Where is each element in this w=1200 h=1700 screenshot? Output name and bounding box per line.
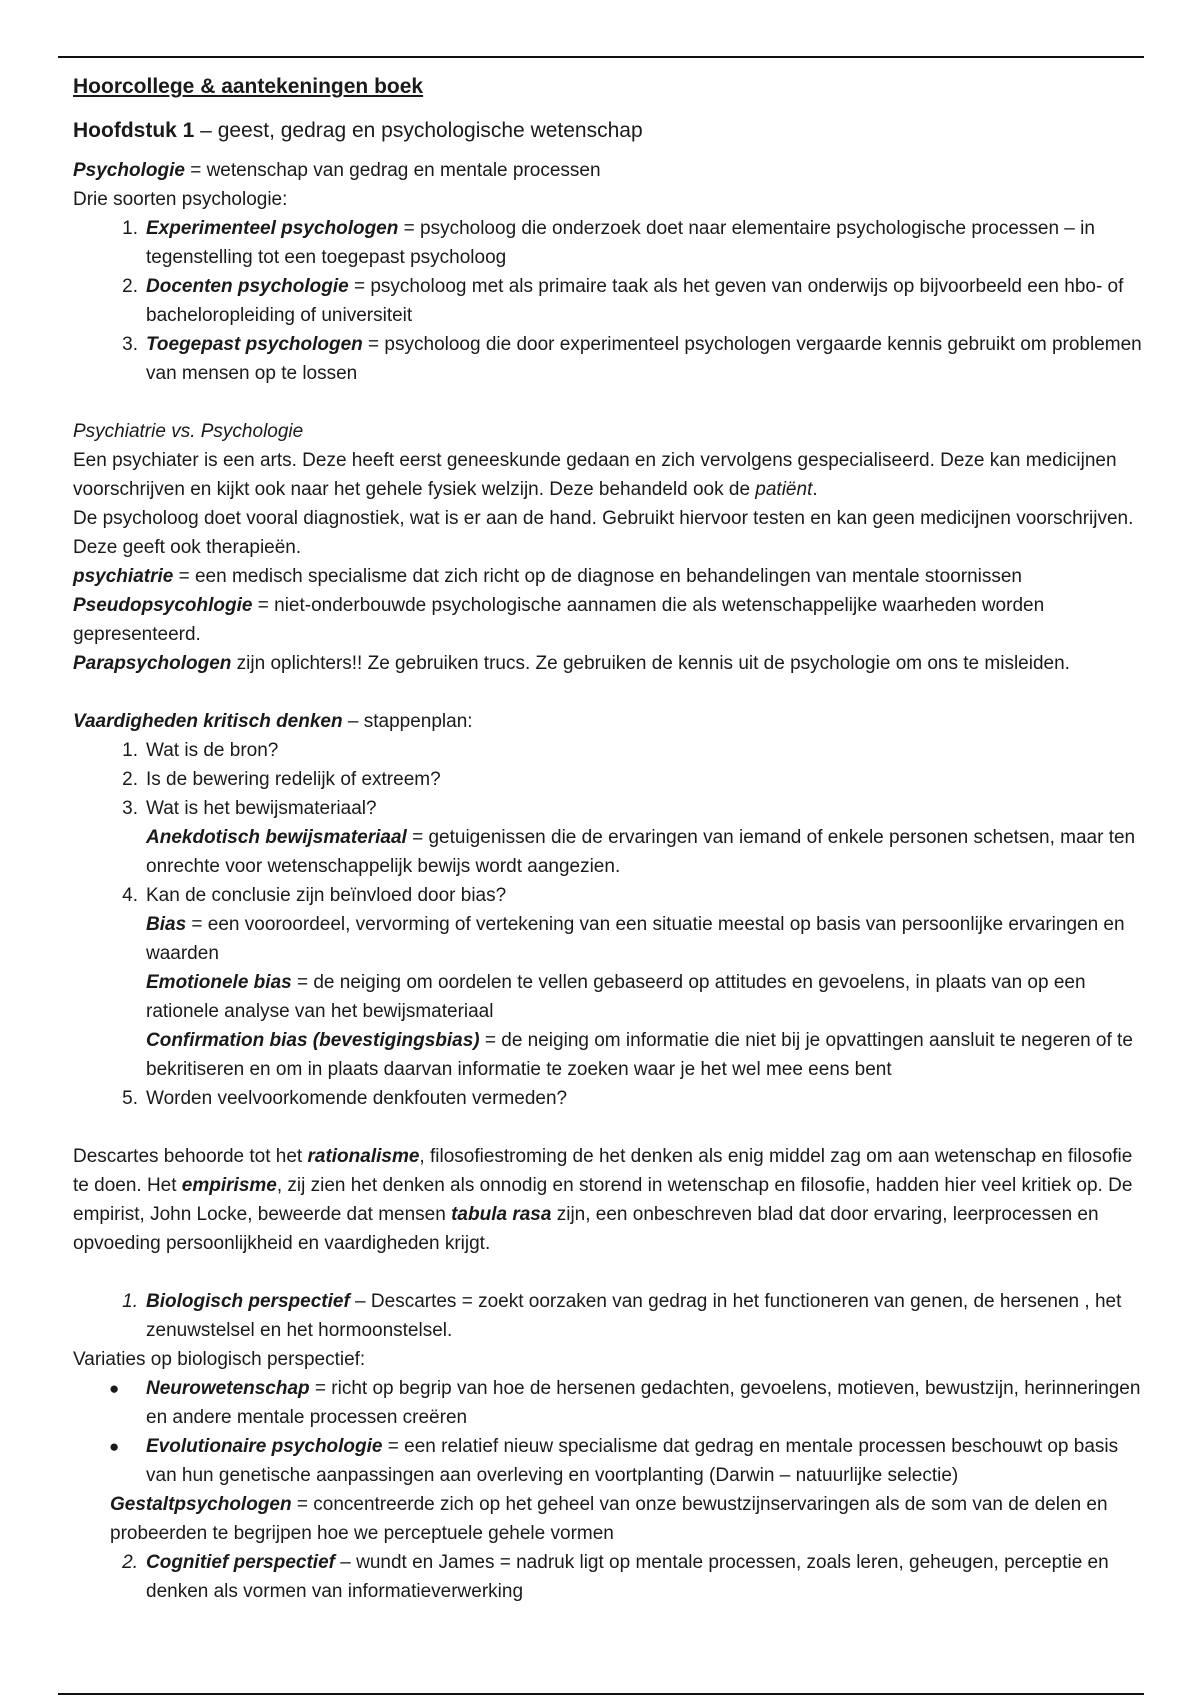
definition-parapsychologen [73,649,1143,678]
term: Cognitief perspectief [146,1552,335,1573]
definition: – Descartes = zoekt oorzaken van gedrag in het functioneren van genen, de hersenen , het zenuwstelsel en het hormoonstelsel. [146,1291,1122,1341]
definition: = een medisch specialisme dat zich richt op de diagnose en behandelingen van mentale stoornissen [173,566,1023,587]
text: . [812,479,818,500]
text: , zij zien het denken als onnodig en storend in wetenschap en filosofie, hadden hier veel kritiek op. De empirist, John Locke, beweerde dat mensen [73,1175,1133,1225]
term: Gestaltpsychologen [110,1494,292,1515]
definition-psychologie [73,156,1143,185]
list-item [73,330,1143,388]
definition-psychiatrie [73,562,1143,591]
term: Neurowetenschap [146,1378,310,1399]
perspectief-list-2 [73,1548,1143,1606]
text: Descartes behoorde tot het [73,1146,308,1167]
bullet-icon: ● [109,1379,120,1398]
term: empirisme [181,1175,277,1196]
sub-definition [146,1026,1143,1084]
definition: = niet-onderbouwde psychologische aannamen die als wetenschappelijke waarheden worden gepresenteerd. [73,595,1045,645]
definition: = de neiging om informatie die niet bij je opvattingen aansluit te negeren of te bekritiseren en om in plaats daarvan informatie te zoeken waar je het wel mee eens bent [146,1030,1133,1080]
term: Psychologie [73,160,185,181]
text: Een psychiater is een arts. Deze heeft eerst geneeskunde gedaan en zich vervolgens gespecialiseerd. Deze kan medicijnen voorschrijven en kijkt ook naar het gehele fysiek welzijn. Deze behandeld ook de [73,450,1117,500]
list-number: 2. [122,1552,138,1573]
list-number: 3. [122,334,138,355]
psycholoog-paragraph: De psycholoog doet vooral diagnostiek, wat is er aan de hand. Gebruikt hiervoor testen en kan geen medicijnen voorschrijven. Deze geeft ook therapieën. [73,508,1134,558]
term: Bias [146,914,187,935]
term: Emotionele bias [146,972,292,993]
step-text: Is de bewering redelijk of extreem? [146,769,441,790]
list-number: 1. [122,740,138,761]
list-item [73,1432,1143,1490]
list-number: 5. [122,1088,138,1109]
term: Pseudopsycohlogie [73,595,253,616]
bullet-icon: ● [109,1437,120,1456]
bottom-rule [58,1693,1144,1695]
sub-definition [146,910,1143,968]
sub-definition [146,968,1143,1026]
chapter-heading [73,116,1143,146]
text: , filosofiestroming de het denken als enig middel zag om aan wetenschap en filosofie te doen. Het [73,1146,1133,1196]
text: zijn, een onbeschreven blad dat door ervaring, leerprocessen en opvoeding persoonlijkheid en vaardigheden krijgt. [73,1204,1099,1254]
term: tabula rasa [451,1204,552,1225]
list-item [73,272,1143,330]
psychologie-soorten-list [73,214,1143,388]
list-number: 4. [122,885,138,906]
document-page [73,72,1143,1606]
term: rationalisme [307,1146,420,1167]
perspectief-list-1 [73,1287,1143,1345]
term: Toegepast psychologen [146,334,363,355]
variaties-list [73,1374,1143,1490]
drie-soorten-label: Drie soorten psychologie: [73,189,288,210]
sub-definition [146,823,1143,881]
list-number: 1. [122,218,138,239]
term: Docenten psychologie [146,276,349,297]
list-item [73,736,1143,765]
step-text: Worden veelvoorkomende denkfouten vermeden? [146,1088,568,1109]
stappenplan-list [73,736,1143,1113]
definition: = psycholoog die door experimenteel psychologen vergaarde kennis gebruikt om problemen van mensen op te lossen [146,334,1142,384]
kritisch-denken-heading [73,707,1143,736]
term: Parapsychologen [73,653,232,674]
definition: = de neiging om oordelen te vellen gebaseerd op attitudes en gevoelens, in plaats van op een rationele analyse van het bewijsmateriaal [146,972,1086,1022]
term: Confirmation bias (bevestigingsbias) [146,1030,480,1051]
list-item [73,794,1143,881]
step-text: Wat is de bron? [146,740,279,761]
variaties-label: Variaties op biologisch perspectief: [73,1349,366,1370]
psychiatrie-heading: Psychiatrie vs. Psychologie [73,421,304,442]
descartes-paragraph [73,1142,1143,1258]
document-title: Hoorcollege & aantekeningen boek [73,75,424,98]
definition-pseudopsychologie [73,591,1143,649]
text: – stappenplan: [342,711,473,732]
definition: = een vooroordeel, vervorming of vertekening van een situatie meestal op basis van persoonlijke ervaringen en waarden [146,914,1125,964]
definition: = concentreerde zich op het geheel van onze bewustzijnservaringen als de som van de delen en probeerden te begrijpen hoe we perceptuele gehele vormen [110,1494,1108,1544]
definition: = getuigenissen die de ervaringen van iemand of enkele personen schetsen, maar ten onrechte voor wetenschappelijk bewijs wordt aangezien. [146,827,1136,877]
list-number: 1. [122,1291,138,1312]
list-number: 2. [122,769,138,790]
list-item [73,214,1143,272]
term: psychiatrie [73,566,174,587]
list-item [73,1084,1143,1113]
definition: = psycholoog met als primaire taak als het geven van onderwijs op bijvoorbeeld een hbo- of bacheloropleiding of universiteit [146,276,1124,326]
definition: – wundt en James = nadruk ligt op mentale processen, zoals leren, geheugen, perceptie en denken als vormen van informatieverwerking [146,1552,1109,1602]
top-rule [58,56,1144,58]
term: Vaardigheden kritisch denken [73,711,343,732]
term: Anekdotisch bewijsmateriaal [146,827,407,848]
list-item [73,1548,1143,1606]
list-number: 2. [122,276,138,297]
list-item [73,881,1143,1084]
step-text: Wat is het bewijsmateriaal? [146,798,377,819]
psychiater-paragraph [73,446,1143,504]
chapter-title: – geest, gedrag en psychologische wetenschap [194,119,643,142]
term: Biologisch perspectief [146,1291,350,1312]
step-text: Kan de conclusie zijn beïnvloed door bias? [146,885,507,906]
definition-gestalt [73,1490,1143,1548]
list-item [73,1374,1143,1432]
definition: zijn oplichters!! Ze gebruiken trucs. Ze gebruiken de kennis uit de psychologie om ons te misleiden. [231,653,1070,674]
definition: = wetenschap van gedrag en mentale processen [184,160,601,181]
term: Experimenteel psychologen [146,218,399,239]
definition: = een relatief nieuw specialisme dat gedrag en mentale processen beschouwt op basis van hun genetische aanpassingen aan overleving en voortplanting (Darwin – natuurlijke selectie) [146,1436,1119,1486]
text-patient: patiënt [755,479,813,500]
definition: = richt op begrip van hoe de hersenen gedachten, gevoelens, motieven, bewustzijn, herinneringen en andere mentale processen creëren [146,1378,1141,1428]
list-number: 3. [122,798,138,819]
list-item [73,765,1143,794]
list-item [73,1287,1143,1345]
definition: = psycholoog die onderzoek doet naar elementaire psychologische processen – in tegenstelling tot een toegepast psycholoog [146,218,1095,268]
term: Evolutionaire psychologie [146,1436,383,1457]
chapter-label: Hoofdstuk 1 [73,119,195,142]
